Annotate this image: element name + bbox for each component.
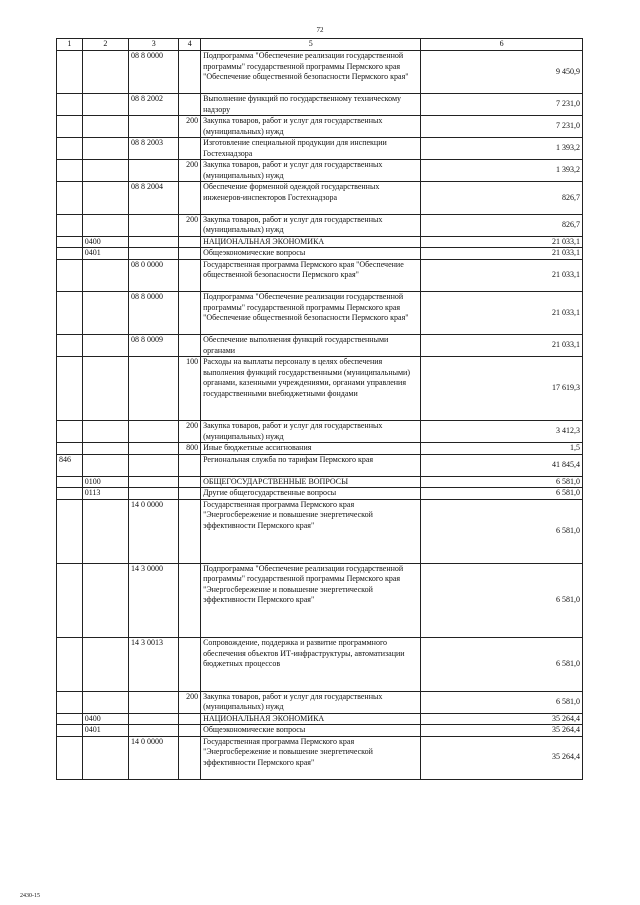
cell-c4: [179, 454, 201, 476]
cell-c1: [57, 499, 83, 563]
cell-c3: [129, 454, 179, 476]
cell-c6: 6 581,0: [421, 488, 583, 500]
cell-c5: Изготовление специальной продукции для инспекции Гостехнадзора: [201, 138, 421, 160]
cell-c1: [57, 214, 83, 236]
cell-c3: 14 3 0013: [129, 638, 179, 692]
cell-c5: Государственная программа Пермского края "Энергосбережение и повышение энергетической эффективности Пермского края": [201, 736, 421, 779]
table-row: [57, 214, 583, 236]
cell-c2: [82, 638, 128, 692]
header-cell-2: 2: [82, 39, 128, 51]
cell-c5: Закупка товаров, работ и услуг для государственных (муниципальных) нужд: [201, 214, 421, 236]
cell-c3: 08 8 0000: [129, 51, 179, 94]
cell-c6: 3 412,3: [421, 421, 583, 443]
cell-c1: [57, 292, 83, 335]
cell-c3: [129, 248, 179, 260]
cell-c4: [179, 638, 201, 692]
cell-c6: 7 231,0: [421, 116, 583, 138]
cell-c5: Сопровождение, поддержка и развитие программного обеспечения объектов ИТ-инфраструктуры, автоматизации бюджетных процессов: [201, 638, 421, 692]
cell-c3: [129, 160, 179, 182]
cell-c3: 14 0 0000: [129, 499, 179, 563]
cell-c3: 14 3 0000: [129, 563, 179, 638]
cell-c2: [82, 182, 128, 215]
cell-c2: [82, 736, 128, 779]
header-cell-4: 4: [179, 39, 201, 51]
cell-c3: [129, 488, 179, 500]
cell-c2: [82, 691, 128, 713]
table-row: [57, 248, 583, 260]
table-row: [57, 116, 583, 138]
cell-c3: [129, 236, 179, 248]
cell-c6: 7 231,0: [421, 94, 583, 116]
cell-c5: Закупка товаров, работ и услуг для государственных (муниципальных) нужд: [201, 116, 421, 138]
table-row: [57, 138, 583, 160]
cell-c5: Подпрограмма "Обеспечение реализации государственной программы" государственной программы Пермского края "Обеспечение общественной безопасности Пермского края": [201, 51, 421, 94]
cell-c6: 6 581,0: [421, 638, 583, 692]
cell-c4: [179, 488, 201, 500]
cell-c6: 41 845,4: [421, 454, 583, 476]
table-row: [57, 736, 583, 779]
cell-c4: [179, 259, 201, 292]
header-cell-6: 6: [421, 39, 583, 51]
table-row: [57, 292, 583, 335]
cell-c4: 200: [179, 116, 201, 138]
cell-c3: 14 0 0000: [129, 736, 179, 779]
table-row: [57, 160, 583, 182]
page-number: 72: [316, 26, 324, 34]
table-row: [57, 488, 583, 500]
cell-c4: [179, 51, 201, 94]
cell-c4: [179, 736, 201, 779]
cell-c2: [82, 214, 128, 236]
cell-c6: 1 393,2: [421, 138, 583, 160]
cell-c6: 17 619,3: [421, 357, 583, 421]
cell-c2: 0401: [82, 725, 128, 737]
cell-c2: [82, 563, 128, 638]
cell-c4: [179, 138, 201, 160]
cell-c6: 826,7: [421, 214, 583, 236]
cell-c1: [57, 725, 83, 737]
cell-c4: [179, 292, 201, 335]
header-cell-5: 5: [201, 39, 421, 51]
cell-c3: [129, 443, 179, 455]
cell-c5: Закупка товаров, работ и услуг для государственных (муниципальных) нужд: [201, 160, 421, 182]
cell-c3: [129, 691, 179, 713]
cell-c6: 21 033,1: [421, 236, 583, 248]
cell-c5: Государственная программа Пермского края "Обеспечение общественной безопасности Пермского края": [201, 259, 421, 292]
table-row: [57, 51, 583, 94]
cell-c2: [82, 454, 128, 476]
cell-c5: ОБЩЕГОСУДАРСТВЕННЫЕ ВОПРОСЫ: [201, 476, 421, 488]
cell-c1: [57, 476, 83, 488]
cell-c5: Обеспечение форменной одеждой государственных инженеров-инспекторов Гостехнадзора: [201, 182, 421, 215]
table-row: [57, 713, 583, 725]
cell-c6: 35 264,4: [421, 713, 583, 725]
cell-c6: 6 581,0: [421, 476, 583, 488]
cell-c5: Расходы на выплаты персоналу в целях обеспечения выполнения функций государственными (муниципальными) органами, казенными учреждениями, органами управления государственными внебюджетными фондами: [201, 357, 421, 421]
cell-c4: [179, 725, 201, 737]
cell-c6: 6 581,0: [421, 499, 583, 563]
cell-c4: [179, 499, 201, 563]
cell-c1: [57, 443, 83, 455]
cell-c2: [82, 160, 128, 182]
cell-c1: [57, 357, 83, 421]
cell-c5: Обеспечение выполнения функций государственными органами: [201, 335, 421, 357]
cell-c5: Закупка товаров, работ и услуг для государственных (муниципальных) нужд: [201, 691, 421, 713]
cell-c2: [82, 357, 128, 421]
table-row: [57, 421, 583, 443]
cell-c6: 21 033,1: [421, 259, 583, 292]
cell-c3: [129, 116, 179, 138]
cell-c6: 826,7: [421, 182, 583, 215]
cell-c3: 08 8 0009: [129, 335, 179, 357]
table-row: [57, 357, 583, 421]
cell-c2: [82, 292, 128, 335]
cell-c2: [82, 259, 128, 292]
cell-c1: [57, 182, 83, 215]
cell-c1: [57, 138, 83, 160]
cell-c1: [57, 713, 83, 725]
cell-c6: 35 264,4: [421, 725, 583, 737]
cell-c1: [57, 335, 83, 357]
cell-c3: 08 8 2002: [129, 94, 179, 116]
table-row: [57, 94, 583, 116]
header-row: [57, 39, 583, 51]
cell-c2: 0100: [82, 476, 128, 488]
cell-c1: [57, 94, 83, 116]
cell-c5: Другие общегосударственные вопросы: [201, 488, 421, 500]
cell-c1: [57, 51, 83, 94]
cell-c1: [57, 236, 83, 248]
cell-c5: Выполнение функций по государственному техническому надзору: [201, 94, 421, 116]
cell-c1: [57, 736, 83, 779]
table-row: [57, 499, 583, 563]
cell-c4: [179, 563, 201, 638]
cell-c1: [57, 563, 83, 638]
cell-c6: 21 033,1: [421, 292, 583, 335]
cell-c4: 200: [179, 160, 201, 182]
cell-c4: [179, 476, 201, 488]
table-row: [57, 638, 583, 692]
cell-c3: [129, 421, 179, 443]
cell-c6: 35 264,4: [421, 736, 583, 779]
table-row: [57, 182, 583, 215]
cell-c2: [82, 51, 128, 94]
cell-c3: [129, 476, 179, 488]
cell-c1: 846: [57, 454, 83, 476]
table-row: [57, 236, 583, 248]
cell-c1: [57, 248, 83, 260]
table-row: [57, 454, 583, 476]
table-row: [57, 443, 583, 455]
cell-c4: 200: [179, 214, 201, 236]
cell-c3: 08 8 0000: [129, 292, 179, 335]
cell-c4: [179, 713, 201, 725]
table-row: [57, 335, 583, 357]
cell-c4: 200: [179, 421, 201, 443]
cell-c4: 100: [179, 357, 201, 421]
cell-c5: Региональная служба по тарифам Пермского края: [201, 454, 421, 476]
cell-c6: 6 581,0: [421, 563, 583, 638]
cell-c5: Подпрограмма "Обеспечение реализации государственной программы" государственной программы Пермского края "Энергосбережение и повышение энергетической эффективности Пермского края": [201, 563, 421, 638]
cell-c6: 6 581,0: [421, 691, 583, 713]
header-cell-3: 3: [129, 39, 179, 51]
cell-c1: [57, 421, 83, 443]
cell-c2: [82, 335, 128, 357]
table-row: [57, 563, 583, 638]
table-row: [57, 259, 583, 292]
cell-c3: [129, 357, 179, 421]
cell-c2: [82, 443, 128, 455]
cell-c1: [57, 691, 83, 713]
cell-c3: 08 8 2004: [129, 182, 179, 215]
cell-c5: НАЦИОНАЛЬНАЯ ЭКОНОМИКА: [201, 236, 421, 248]
cell-c1: [57, 160, 83, 182]
cell-c6: 21 033,1: [421, 335, 583, 357]
cell-c1: [57, 488, 83, 500]
cell-c4: [179, 182, 201, 215]
header-cell-1: 1: [57, 39, 83, 51]
cell-c4: [179, 248, 201, 260]
cell-c6: 1 393,2: [421, 160, 583, 182]
cell-c5: Общеэкономические вопросы: [201, 248, 421, 260]
cell-c6: 1,5: [421, 443, 583, 455]
cell-c6: 9 450,9: [421, 51, 583, 94]
cell-c1: [57, 259, 83, 292]
cell-c5: Подпрограмма "Обеспечение реализации государственной программы" государственной программы Пермского края "Обеспечение общественной безопасности Пермского края": [201, 292, 421, 335]
table-row: [57, 476, 583, 488]
cell-c2: [82, 138, 128, 160]
cell-c4: [179, 335, 201, 357]
cell-c3: [129, 214, 179, 236]
cell-c3: [129, 725, 179, 737]
cell-c2: 0400: [82, 236, 128, 248]
cell-c4: 200: [179, 691, 201, 713]
cell-c2: [82, 499, 128, 563]
cell-c3: 08 8 2003: [129, 138, 179, 160]
cell-c3: 08 0 0000: [129, 259, 179, 292]
cell-c2: [82, 94, 128, 116]
cell-c4: [179, 236, 201, 248]
cell-c5: Государственная программа Пермского края "Энергосбережение и повышение энергетической эффективности Пермского края": [201, 499, 421, 563]
cell-c5: Общеэкономические вопросы: [201, 725, 421, 737]
budget-table: [56, 38, 583, 780]
cell-c6: 21 033,1: [421, 248, 583, 260]
cell-c2: [82, 116, 128, 138]
cell-c1: [57, 638, 83, 692]
cell-c2: 0401: [82, 248, 128, 260]
cell-c2: 0113: [82, 488, 128, 500]
cell-c3: [129, 713, 179, 725]
table-row: [57, 691, 583, 713]
cell-c5: Закупка товаров, работ и услуг для государственных (муниципальных) нужд: [201, 421, 421, 443]
cell-c5: НАЦИОНАЛЬНАЯ ЭКОНОМИКА: [201, 713, 421, 725]
cell-c5: Иные бюджетные ассигнования: [201, 443, 421, 455]
cell-c1: [57, 116, 83, 138]
cell-c2: [82, 421, 128, 443]
cell-c4: 800: [179, 443, 201, 455]
cell-c4: [179, 94, 201, 116]
table-row: [57, 725, 583, 737]
cell-c2: 0400: [82, 713, 128, 725]
footer-code: 2430-15: [20, 893, 40, 899]
